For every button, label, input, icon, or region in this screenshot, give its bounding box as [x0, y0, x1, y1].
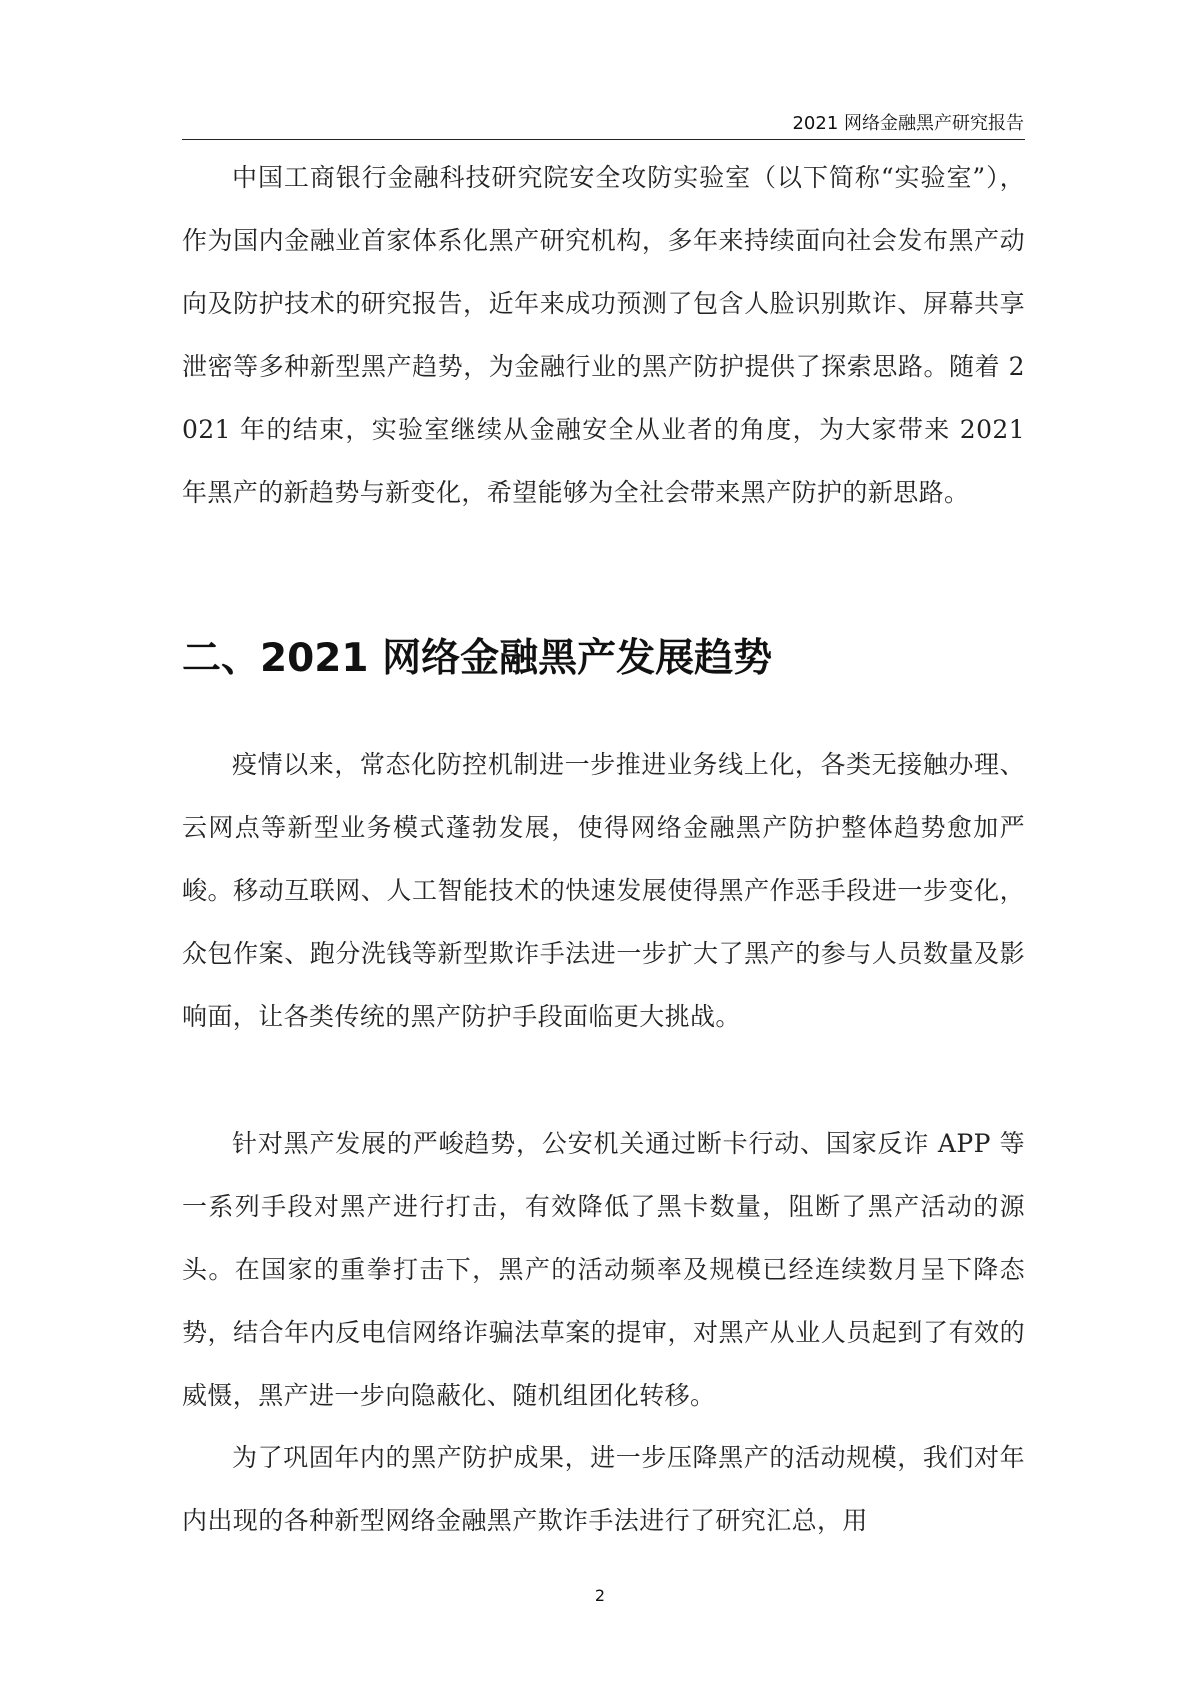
- trend-paragraph-3: 为了巩固年内的黑产防护成果，进一步压降黑产的活动规模，我们对年内出现的各种新型网络金融黑产欺诈手法进行了研究汇总，用: [182, 1443, 1025, 1535]
- intro-paragraph: 中国工商银行金融科技研究院安全攻防实验室（以下简称“实验室”），作为国内金融业首家体系化黑产研究机构，多年来持续面向社会发布黑产动向及防护技术的研究报告，近年来成功预测了包含人脸识别欺诈、屏幕共享泄密等多种新型黑产趋势，为金融行业的黑产防护提供了探索思路。随着 2021 年的结束，实验室继续从金融安全从业者的角度，为大家带来 2021 年黑产的新趋势与新变化，希望能够为全社会带来黑产防护的新思路。: [182, 163, 1025, 507]
- trend-paragraph-2: 针对黑产发展的严峻趋势，公安机关通过断卡行动、国家反诈 APP 等一系列手段对黑产进行打击，有效降低了黑卡数量，阻断了黑产活动的源头。在国家的重拳打击下，黑产的活动频率及规模已经连续数月呈下降态势，结合年内反电信网络诈骗法草案的提审，对黑产从业人员起到了有效的威慑，黑产进一步向隐蔽化、随机组团化转移。: [182, 1129, 1025, 1410]
- section-heading: 二、2021 网络金融黑产发展趋势: [182, 636, 773, 681]
- page-number: 2: [594, 1586, 606, 1605]
- running-header-title: 2021 网络金融黑产研究报告: [792, 113, 1024, 134]
- trend-paragraph-1: 疫情以来，常态化防控机制进一步推进业务线上化，各类无接触办理、云网点等新型业务模式蓬勃发展，使得网络金融黑产防护整体趋势愈加严峻。移动互联网、人工智能技术的快速发展使得黑产作恶手段进一步变化，众包作案、跑分洗钱等新型欺诈手法进一步扩大了黑产的参与人员数量及影响面，让各类传统的黑产防护手段面临更大挑战。: [182, 750, 1025, 1031]
- header-divider: [182, 139, 1025, 140]
